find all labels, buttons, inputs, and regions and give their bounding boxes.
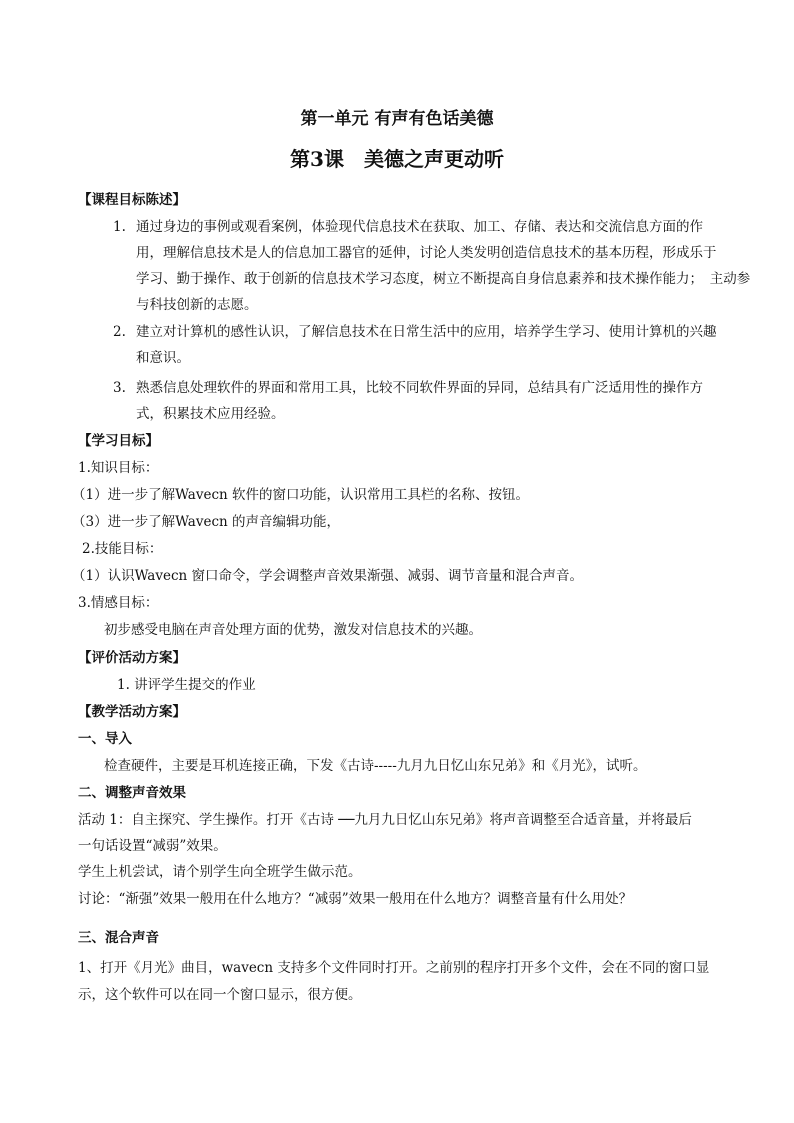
knowledge-goal-1: （1）进一步了解Wavecn 软件的窗口功能，认识常用工具栏的名称、按钮。 — [72, 487, 530, 503]
goal-number: 1. — [113, 219, 126, 235]
part-1-heading: 一、导入 — [78, 731, 132, 747]
emotion-goal-label: 3.情感目标： — [78, 595, 159, 611]
skill-goal-1: （1）认识Wavecn 窗口命令，学会调整声音效果渐强、减弱、调节音量和混合声音。 — [72, 568, 584, 584]
emotion-goal-text: 初步感受电脑在声音处理方面的优势，激发对信息技术的兴趣。 — [104, 622, 482, 638]
section-heading-course-goals: 【课程目标陈述】 — [78, 192, 186, 208]
goal-2-line-1: 建立对计算机的感性认识，了解信息技术在日常生活中的应用，培养学生学习、使用计算机的兴趣 — [136, 324, 717, 340]
goal-1-line-2: 用，理解信息技术是人的信息加工器官的延伸，讨论人类发明创造信息技术的基本历程，形成乐于 — [136, 245, 717, 261]
part-1-text: 检查硬件，主要是耳机连接正确，下发《古诗-----九月九日忆山东兄弟》和《月光》，试听。 — [104, 758, 647, 774]
unit-title: 第一单元 有声有色话美德 — [300, 109, 494, 129]
skill-goal-label: 2.技能目标： — [82, 541, 163, 557]
goal-1-line-3: 学习、勤于操作、敢于创新的信息技术学习态度，树立不断提高自身信息素养和技术操作能力； 主动参 — [136, 271, 751, 287]
student-try-text: 学生上机尝试，请个别学生向全班学生做示范。 — [78, 864, 362, 880]
goal-3-line-2: 式，积累技术应用经验。 — [136, 406, 285, 422]
activity-1-line-2: 一句话设置“减弱”效果。 — [78, 838, 227, 854]
mix-line-2: 示，这个软件可以在同一个窗口显示，很方便。 — [78, 987, 362, 1003]
lesson-title: 第3课 美德之声更动听 — [290, 147, 504, 171]
goal-2-line-2: 和意识。 — [136, 350, 190, 366]
mix-line-1: 1、打开《月光》曲目，wavecn 支持多个文件同时打开。之前别的程序打开多个文件，会在不同的窗口显 — [78, 960, 710, 976]
goal-number: 2. — [113, 324, 126, 340]
knowledge-goal-label: 1.知识目标： — [78, 460, 159, 476]
goal-number: 3. — [113, 380, 126, 396]
evaluation-item-1: 1. 讲评学生提交的作业 — [117, 677, 256, 693]
discussion-text: 讨论：“渐强”效果一般用在什么地方？“减弱”效果一般用在什么地方？调整音量有什么用处？ — [78, 891, 633, 907]
knowledge-goal-3: （3）进一步了解Wavecn 的声音编辑功能， — [72, 514, 341, 530]
section-heading-teaching-activities: 【教学活动方案】 — [78, 704, 186, 720]
part-2-heading: 二、调整声音效果 — [78, 785, 186, 801]
activity-1-line-1: 活动 1：自主探究、学生操作。打开《古诗 ──九月九日忆山东兄弟》将声音调整至合适音量，并将最后 — [78, 812, 692, 828]
goal-3-line-1: 熟悉信息处理软件的界面和常用工具，比较不同软件界面的异同，总结具有广泛适用性的操作方 — [136, 380, 703, 396]
section-heading-evaluation: 【评价活动方案】 — [78, 650, 186, 666]
goal-1-line-1: 通过身边的事例或观看案例，体验现代信息技术在获取、加工、存储、表达和交流信息方面的作 — [136, 219, 703, 235]
section-heading-learning-goals: 【学习目标】 — [78, 433, 159, 449]
goal-1-line-4: 与科技创新的志愿。 — [136, 297, 258, 313]
part-3-heading: 三、混合声音 — [78, 930, 159, 946]
